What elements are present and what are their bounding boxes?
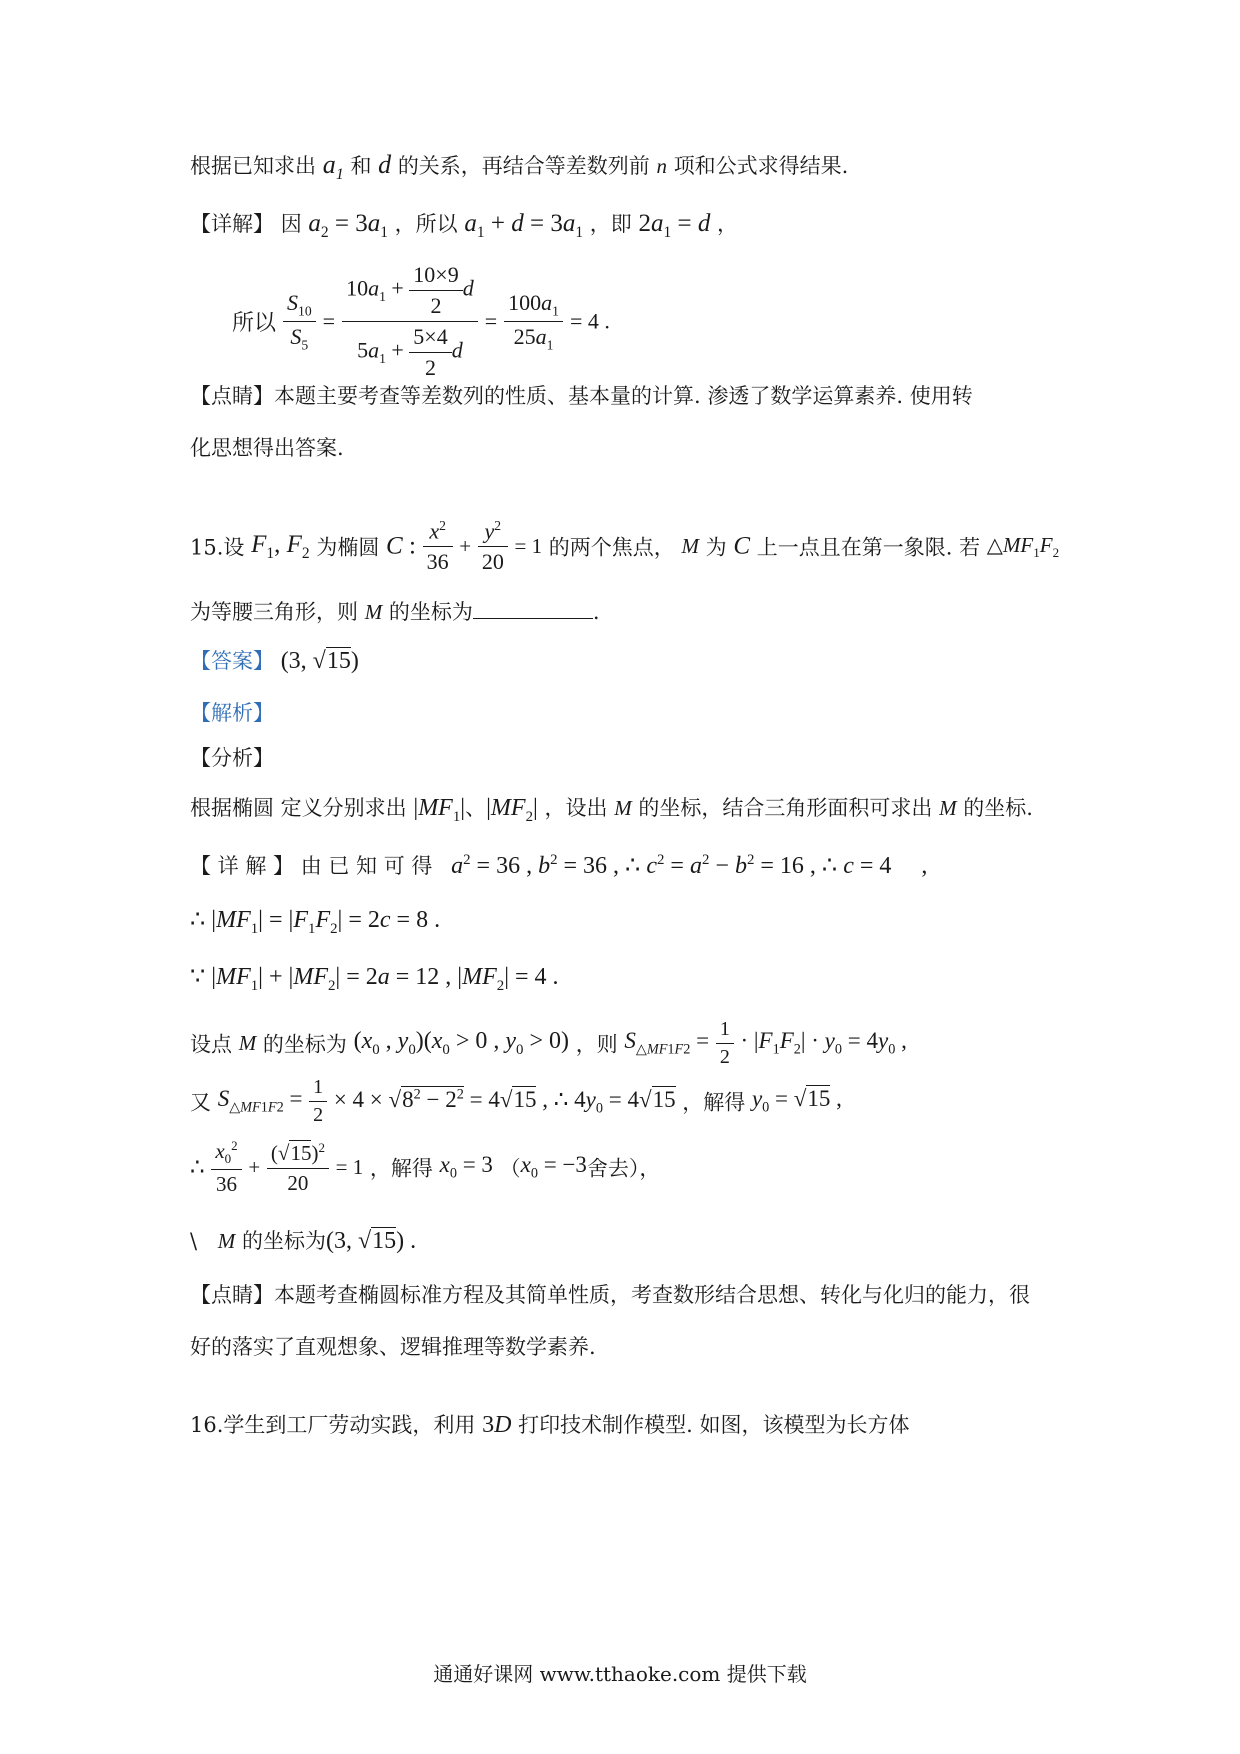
comment-2-line-2: 好的落实了直观想象、逻辑推理等数学素养.	[190, 1335, 596, 1359]
text: 的坐标为	[241, 1229, 326, 1253]
text: 项和公式求得结果.	[673, 154, 849, 178]
math-foci: $F_1$, $F_2$	[251, 530, 310, 562]
fenxi-label: 【分析】	[190, 746, 274, 770]
text: 为椭圆	[316, 535, 380, 560]
answer-label: 【答案】	[190, 649, 274, 673]
math-eq: $2a_1 = d$	[638, 210, 711, 241]
math-a1: $a_1$	[322, 150, 344, 184]
math-n: n	[656, 154, 667, 178]
text: 又	[190, 1090, 211, 1115]
question-16-line: 16.学生到工厂劳动实践，利用 3D 打印技术制作模型. 如图，该模型为长方体	[190, 1412, 910, 1438]
text: 为等腰三角形，则	[190, 600, 358, 624]
text: 15.设	[190, 535, 245, 560]
text: \	[190, 1229, 198, 1253]
fenxi-text: 根据椭圆 定义分别求出 $|MF_1|$、$|MF_2|$ ，设出 M 的坐标，结合三角形面积可求出 M 的坐标.	[190, 795, 1033, 825]
text: 、	[465, 796, 487, 820]
detail-2-line-3: ∵ $|MF_1| + |MF_2| = 2a = 12$ , $|MF_2| = 4$ .	[190, 964, 559, 994]
comment-1-line-1: 【点睛】本题主要考查等差数列的性质、基本量的计算. 渗透了数学运算素养. 使用转	[190, 384, 973, 408]
page-footer: 通通好课网 www.tthaoke.com 提供下载	[433, 1662, 807, 1686]
text: 的关系，再结合等差数列前	[397, 154, 650, 178]
text: 16.学生到工厂劳动实践，利用	[190, 1413, 476, 1437]
answer-blank	[473, 600, 593, 619]
text: ，解得	[682, 1090, 746, 1115]
text: 的坐标为	[262, 1032, 347, 1057]
text-line-1	[190, 150, 848, 184]
text: ，则	[575, 1032, 618, 1057]
detail-1-line	[190, 208, 738, 242]
answer-value: (3, √15)	[280, 648, 359, 674]
text: ，所以	[394, 212, 458, 236]
text: （	[499, 1156, 521, 1181]
math-d: d	[378, 150, 392, 179]
detail-label: 【详解】	[190, 212, 274, 236]
fraction-y2-20: $\frac{y^2}{20}$	[478, 518, 508, 575]
detail-2-line-4: 设点 M 的坐标为 ($x_0$ , $y_0)(x_0 > 0$ , $y_0 > 0$) ，则 $S_{\triangle MF1F2}$ = $\frac{1}{2}$ · $|F_1F_2| \cdot y_0 = 4y_0$ ,	[190, 1018, 907, 1068]
text: 所以	[232, 311, 277, 336]
text: ，设出	[544, 796, 608, 820]
analysis-label: 【解析】	[190, 701, 274, 725]
answer-line	[190, 645, 359, 675]
text: 的两个焦点，	[548, 535, 675, 560]
fraction-simplified: $\frac{100a_1}{25a_1}$	[504, 290, 563, 354]
fraction-x2-36: $\frac{x^2}{36}$	[423, 518, 453, 575]
text: 的坐标为	[388, 600, 473, 624]
text: 设点	[190, 1032, 232, 1057]
fraction-s10-s5: $\frac{S_{10}}{S_5}$	[283, 290, 316, 354]
detail-2-line-2: ∴ $|MF_1| = |F_1F_2| = 2c = 8$ .	[190, 907, 441, 937]
question-15-line-1: 15.设 $F_1$, $F_2$ 为椭圆 C : $\frac{x^2}{36}$ + $\frac{y^2}{20}$ = 1 的两个焦点， M 为 C 上一点且在第一象限. 若 $\triangle MF_1F_2$	[190, 518, 1060, 575]
text: ，解得	[369, 1156, 433, 1181]
comment-2-line-1: 【点睛】本题考查椭圆标准方程及其简单性质，考查数形结合思想、转化与化归的能力，很	[190, 1283, 1030, 1307]
text: 根据椭圆 定义分别求出	[190, 796, 407, 820]
text: 因	[280, 212, 302, 236]
text: ，	[717, 212, 738, 236]
text: 的坐标.	[963, 796, 1033, 820]
math-eq: $a_2 = 3a_1$	[308, 210, 388, 241]
text: 上一点且在第一象限. 若	[756, 535, 981, 560]
text: 的坐标，结合三角形面积可求出	[638, 796, 933, 820]
detail-2-line-6: ∴ $\frac{x_0^2}{36}$ + $\frac{(√15)^2}{20}$ = 1 ，解得 $x_0 = 3$ （$x_0 = -3$舍去），	[190, 1138, 661, 1197]
text: 和	[350, 154, 372, 178]
fraction-sum-formula: $10a_1$ + $\frac{10\times 9}{2}$ d $5a_1$ + $\frac{5\times 4}{2}$ d	[342, 262, 478, 381]
detail-2-line-1: 【 详 解 】 由 已 知 可 得 $a^2 = 36$ , $b^2 = 36$ , ∴ $c^2 = a^2 - b^2 = 16$ , ∴ c = 4 ,	[190, 852, 928, 879]
conclusion-line: \ M 的坐标为(3, √15) .	[190, 1228, 417, 1254]
comment-1-line-2: 化思想得出答案.	[190, 436, 344, 460]
detail-label: 【 详 解 】 由 已 知 可 得	[190, 854, 433, 878]
text: 为	[705, 535, 727, 560]
text: 打印技术制作模型. 如图，该模型为长方体	[518, 1413, 910, 1437]
question-15-line-2: 为等腰三角形，则 M 的坐标为 .	[190, 600, 600, 624]
detail-2-line-5: 又 $S_{\triangle MF1F2}$ = $\frac{1}{2}$ × $4 \times √8^2 - 2^2 = 4√15$ , ∴ $4y_0 = 4√15$ ，解得 $y_0 = √15$ ,	[190, 1076, 842, 1126]
text: ，即	[589, 212, 632, 236]
math-eq: $a_1 + d = 3a_1$	[464, 210, 584, 241]
text: 根据已知求出	[190, 154, 316, 178]
text: 舍去），	[586, 1156, 661, 1181]
ratio-formula: 所以 $\frac{S_{10}}{S_5}$ = $10a_1$ + $\frac{10\times 9}{2}$ d $5a_1$ + $\frac{5\times 4}{2}$ d = $\frac{100a_1}{25a_1}$ = 4 .	[232, 262, 610, 380]
